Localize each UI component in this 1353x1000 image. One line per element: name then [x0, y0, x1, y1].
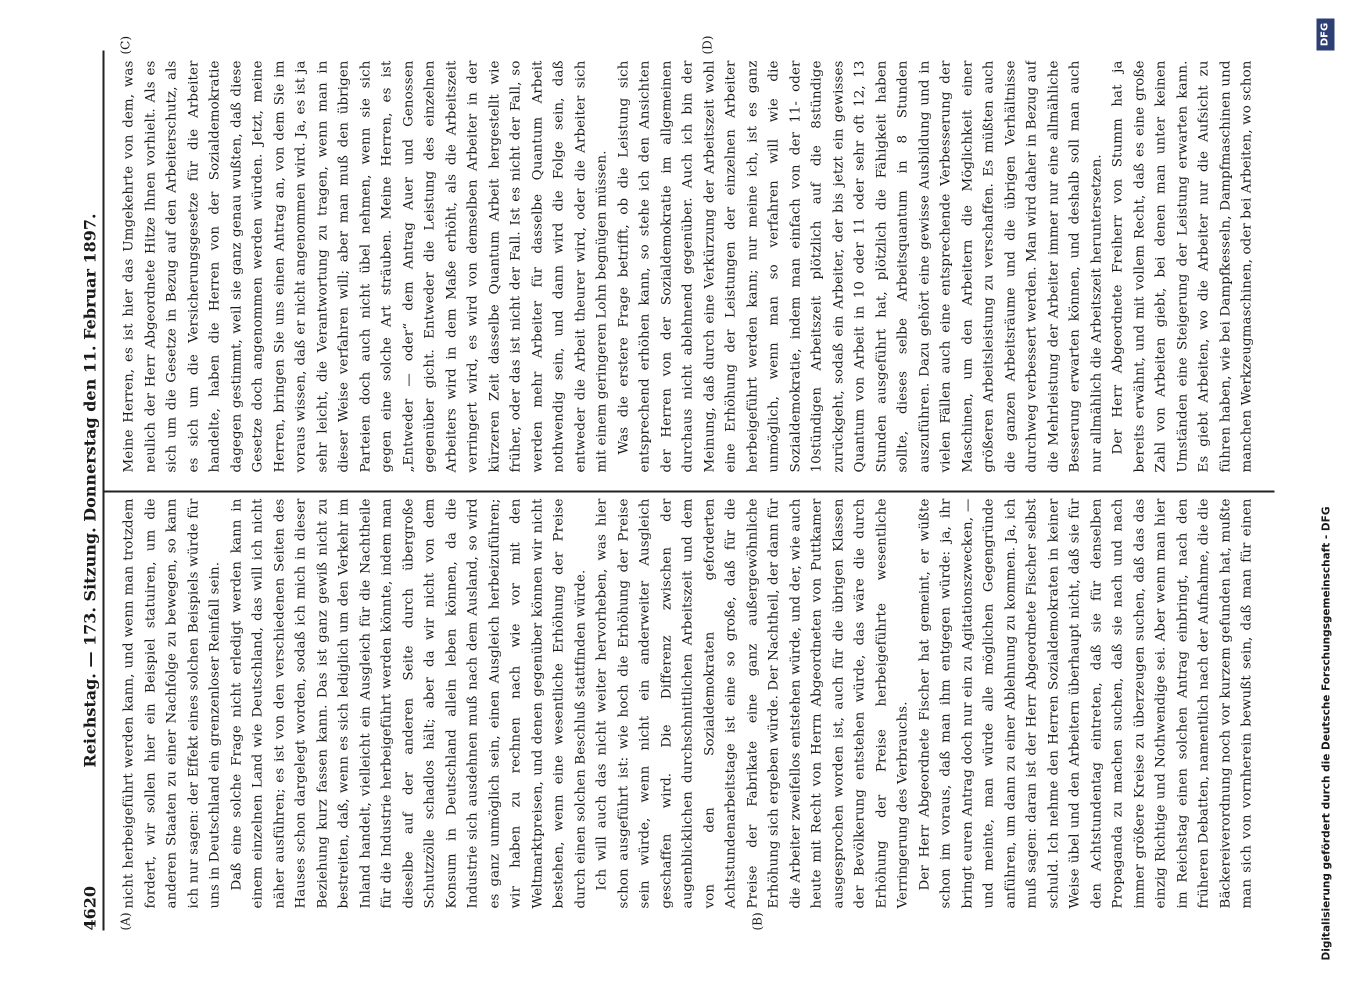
paragraph: nicht herbeigeführt werden kann, und wenn man trotzdem fordert, wir sollen hier ein Beispiel statuiren, um die anderen Staaten zu einer Nachfolge zu bewegen, so kann ich nur sagen: der Effekt eines solchen Beispiels würde für uns in Deutschland ein grenzenloser Reinfall sein. [121, 498, 222, 908]
paragraph: Ich will auch das nicht weiter hervorheben, was hier schon ausgeführt ist: wie hoch die Erhöhung der Preise sein würde, wenn nicht ein anderweiter Ausgleich geschaffen wird. Die Differenz zwischen der augenblicklichen durchschnittlichen Arbeitszeit und dem von den Sozialdemokraten geforderten Achtstundenarbeitstage ist eine so große, daß für die Preise der Fabrikate eine ganz außergewöhnliche Erhöhung sich ergeben würde. Der Nachtheil, der dann für die Arbeiter zweifellos entstehen würde, und der, wie auch heute mit Recht von Herrn Abgeordneten von Puttkamer ausgesprochen worden ist, auch für die übrigen Klassen der Bevölkerung entstehen würde, das wäre die durch Erhöhung der Preise herbeigeführte wesentliche Verringerung des Verbrauchs. [594, 498, 910, 908]
margin-marker-b: (B) [750, 911, 764, 930]
right-column [118, 60, 1258, 472]
paragraph: Der Herr Abgeordnete Freiherr von Stumm hat ja bereits erwähnt, und mit vollem Recht, daß es eine große Zahl von Arbeiten giebt, bei denen man unter keinen Umständen eine Steigerung der Leistung erwarten kann. Es giebt Arbeiten, wo die Arbeiter nur die Aufsicht zu führen haben, wie bei Dampfkesseln, Dampfmaschinen und manchen Werkzeugmaschinen, oder bei Arbeiten, wo schon [1110, 60, 1254, 472]
column-divider [104, 490, 1274, 492]
page-number: 4620 [80, 885, 99, 930]
paragraph: Was die erstere Frage betrifft, ob die Leistung sich entsprechend erhöhen kann, so stehe ich den Ansichten der Herren von der Sozialdemokratie im allgemeinen durchaus nicht ablehnend gegenüber. Auch ich bin der Meinung, daß durch eine Verkürzung der Arbeitszeit wohl eine Erhöhung der Leistungen der einzelnen Arbeiter herbeigeführt werden kann; nur meine ich, ist es ganz unmöglich, wenn man so verfahren will wie die Sozialdemokratie, indem man einfach von der 11- oder 10stündigen Arbeitszeit plötzlich auf die 8stündige zurückgeht, sodaß ein Arbeiter, der bis jetzt ein gewisses Quantum von Arbeit in 10 oder 11 oder sehr oft 12, 13 Stunden ausgeführt hat, plötzlich die Fähigkeit haben sollte, dieses selbe Arbeitsquantum in 8 Stunden auszuführen. Dazu gehört eine gewisse Ausbildung und in vielen Fällen auch eine entsprechende Verbesserung der Maschinen, um den Arbeitern die Möglichkeit einer größeren Arbeitsleistung zu verschaffen. Es müßten auch die ganzen Arbeitsräume und die übrigen Verhältnisse durchweg verbessert werden. Man wird daher in Bezug auf die Mehrleistung der Arbeiter immer nur eine allmähliche Besserung erwarten können, und deshalb soll man auch nur allmählich die Arbeitszeit heruntersetzen. [615, 60, 1104, 472]
margin-marker-d: (D) [700, 35, 714, 54]
left-column [118, 498, 1258, 908]
paragraph: Daß eine solche Frage nicht erledigt werden kann in einem einzelnen Land wie Deutschland, das will ich nicht näher ausführen; es ist von den verschiedenen Seiten des Hauses schon dargelegt worden, sodaß ich mich in dieser Beziehung kurz fassen kann. Das ist ganz gewiß nicht zu bestreiten, daß, wenn es sich lediglich um den Verkehr im Inland handelt, vielleicht ein Ausgleich für die Nachtheile für die Industrie herbeigeführt werden könnte, indem man dieselbe auf der anderen Seite durch übergroße Schutzzölle schadlos hält; aber da wir nicht von dem Konsum in Deutschland allein leben können, da die Industrie sich ausdehnen muß nach dem Ausland, so wird es ganz unmöglich sein, einen Ausgleich herbeizuführen; wir haben zu rechnen nach wie vor mit den Weltmarktpreisen, und denen gegenüber können wir nicht bestehen, wenn eine wesentliche Erhöhung der Preise durch einen solchen Beschluß stattfinden würde. [228, 498, 588, 908]
page-title: Reichstag. — 173. Sitzung. Donnerstag den 11. Februar 1897. [80, 212, 99, 768]
margin-marker-c: (C) [118, 35, 132, 54]
dfg-logo: DFG [1316, 18, 1334, 50]
paragraph: Der Herr Abgeordnete Fischer hat gemeint, er wüßte schon im voraus, daß man ihm entgegen würde: ja, ihr bringt euren Antrag doch nur ein zu Agitationszwecken, — und meinte, man würde alle möglichen Gegengründe anführen, um dann zu einer Ablehnung zu kommen. Ja, ich muß sagen: daran ist der Herr Abgeordnete Fischer selbst schuld. Ich nehme den Herren Sozialdemokraten in keiner Weise übel und den Arbeitern überhaupt nicht, daß sie für den Achtstundentag eintreten, daß sie für denselben Propaganda zu machen suchen, daß sie nach und nach immer größere Kreise zu überzeugen suchen, daß das das einzig Richtige und Nothwendige sei. Aber wenn man hier im Reichstag einen solchen Antrag einbringt, nach den früheren Debatten, namentlich nach der Aufnahme, die die Bäckereiverordnung noch vor kurzem gefunden hat, mußte man sich von vornherein bewußt sein, daß man für einen [916, 498, 1254, 908]
digitization-credit: Digitalisierung gefördert durch die Deutsche Forschungsgemeinschaft - DFG [1320, 506, 1332, 960]
paragraph: Meine Herren, es ist hier das Umgekehrte von dem, was neulich der Herr Abgeordnete Hitze Ihnen vorhielt. Als es sich um die Gesetze in Bezug auf den Arbeiterschutz, als es sich um die Versicherungsgesetze für die Arbeiter handelte, haben die Herren von der Sozialdemokratie dagegen gestimmt, weil sie ganz genau wußten, daß diese Gesetze doch angenommen werden würden. Jetzt, meine Herren, bringen Sie uns einen Antrag an, von dem Sie im voraus wissen, daß er nicht angenommen wird. Ja, es ist ja sehr leicht, die Verantwortung zu tragen, wenn man in dieser Weise verfahren will; aber man muß den übrigen Parteien doch auch nicht übel nehmen, wenn sie sich gegen eine solche Art sträuben. Meine Herren, es ist „Entweder — oder“ dem Antrag Auer und Genossen gegenüber gicht. Entweder die Leistung des einzelnen Arbeiters wird in dem Maße erhöht, als die Arbeitszeit verringert wird, es wird von demselben Arbeiter in der kürzeren Zeit dasselbe Quantum Arbeit hergestellt wie früher, oder das ist nicht der Fall. Ist es nicht der Fall, so werden mehr Arbeiter für dasselbe Quantum Arbeit nothwendig sein, und dann wird die Folge sein, daß entweder die Arbeit theurer wird, oder die Arbeiter sich mit einem geringeren Lohn begnügen müssen. [121, 60, 609, 472]
margin-marker-a: (A) [118, 911, 132, 930]
